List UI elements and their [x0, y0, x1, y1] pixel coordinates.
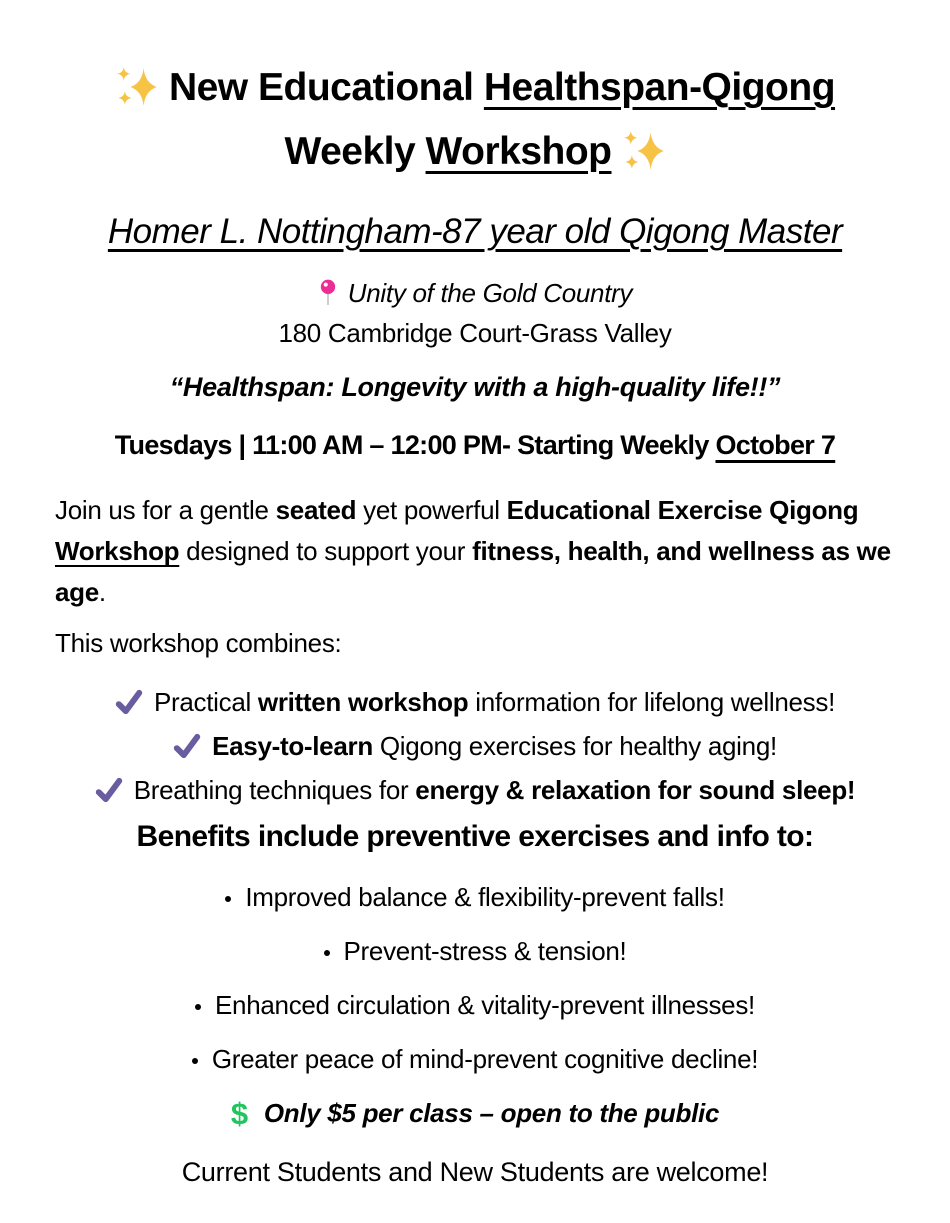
check-item-text: Practical [153, 687, 258, 717]
intro-text-bold-underlined: Workshop [55, 536, 180, 566]
venue-address: 180 Cambridge Court-Grass Valley [278, 318, 672, 348]
title-text-underlined: Workshop [425, 130, 612, 173]
check-item [55, 768, 895, 812]
check-item-text-bold: written workshop [257, 687, 469, 717]
welcome-line: Current Students and New Students are welcome! [181, 1157, 769, 1187]
title-line-2 [55, 120, 895, 184]
price-line [55, 1096, 895, 1132]
benefits-list [55, 880, 895, 1076]
sparkles-icon [622, 129, 666, 173]
benefit-item [55, 880, 895, 914]
title-line-1 [55, 56, 895, 120]
intro-text-bold: seated [275, 495, 357, 525]
checklist [55, 680, 895, 812]
bullet-dot [225, 896, 231, 902]
intro-text-bold: fitness, health, and wellness as we age [55, 536, 891, 607]
round-pushpin-icon [318, 278, 338, 309]
check-item-text-bold: Easy-to-learn [212, 731, 373, 761]
intro-text-bold: Educational Exercise Qigong [506, 495, 859, 525]
check-mark-icon [173, 732, 201, 760]
price-text: Only $5 per class – open to the public [263, 1098, 720, 1128]
bullet-dot [324, 950, 330, 956]
benefit-item [55, 1042, 895, 1076]
intro-text: designed to support your [179, 536, 473, 566]
schedule-start-date: October 7 [715, 430, 836, 460]
benefit-item [55, 934, 895, 968]
check-mark-icon [115, 688, 143, 716]
check-mark-icon [95, 776, 123, 804]
title-text-plain: New Educational [168, 66, 484, 109]
bullet-dot [192, 1058, 198, 1064]
venue-name: Unity of the Gold Country [347, 278, 633, 308]
benefit-text: Improved balance & flexibility-prevent falls! [245, 882, 725, 912]
benefit-text: Enhanced circulation & vitality-prevent illnesses! [215, 990, 755, 1020]
benefit-text: Greater peace of mind-prevent cognitive decline! [211, 1044, 759, 1074]
venue-line [55, 278, 895, 309]
bullet-dot [195, 1004, 201, 1010]
benefit-item [55, 988, 895, 1022]
check-item [55, 724, 895, 768]
benefit-text: Prevent-stress & tension! [343, 936, 627, 966]
title-text-plain: Weekly [284, 130, 426, 173]
intro-text: yet powerful [356, 495, 507, 525]
subtitle-master-name [55, 212, 895, 252]
page-title [55, 56, 895, 184]
check-item-text: Breathing techniques for [133, 775, 416, 805]
check-item [55, 680, 895, 724]
intro-paragraph [55, 490, 895, 613]
benefits-heading: Benefits include preventive exercises and info to: [136, 820, 814, 853]
intro-text: Join us for a gentle [55, 495, 276, 525]
subtitle-text: Homer L. Nottingham-87 year old Qigong Master [107, 212, 843, 251]
check-item-text: Qigong exercises for healthy aging! [372, 731, 777, 761]
combines-label: This workshop combines: [55, 628, 342, 658]
tagline-quote: “Healthspan: Longevity with a high-quality life!!” [169, 372, 781, 402]
schedule-line [55, 430, 895, 461]
check-item-text-bold: energy & relaxation for sound sleep! [415, 775, 856, 805]
title-text-underlined: Healthspan-Qigong [483, 66, 836, 109]
check-item-text: information for lifelong wellness! [468, 687, 836, 717]
heavy-dollar-sign-icon: $ [230, 1096, 248, 1131]
schedule-text: Tuesdays | 11:00 AM – 12:00 PM- Starting Weekly [114, 430, 716, 460]
sparkles-icon [115, 65, 159, 109]
intro-text: . [98, 577, 106, 607]
